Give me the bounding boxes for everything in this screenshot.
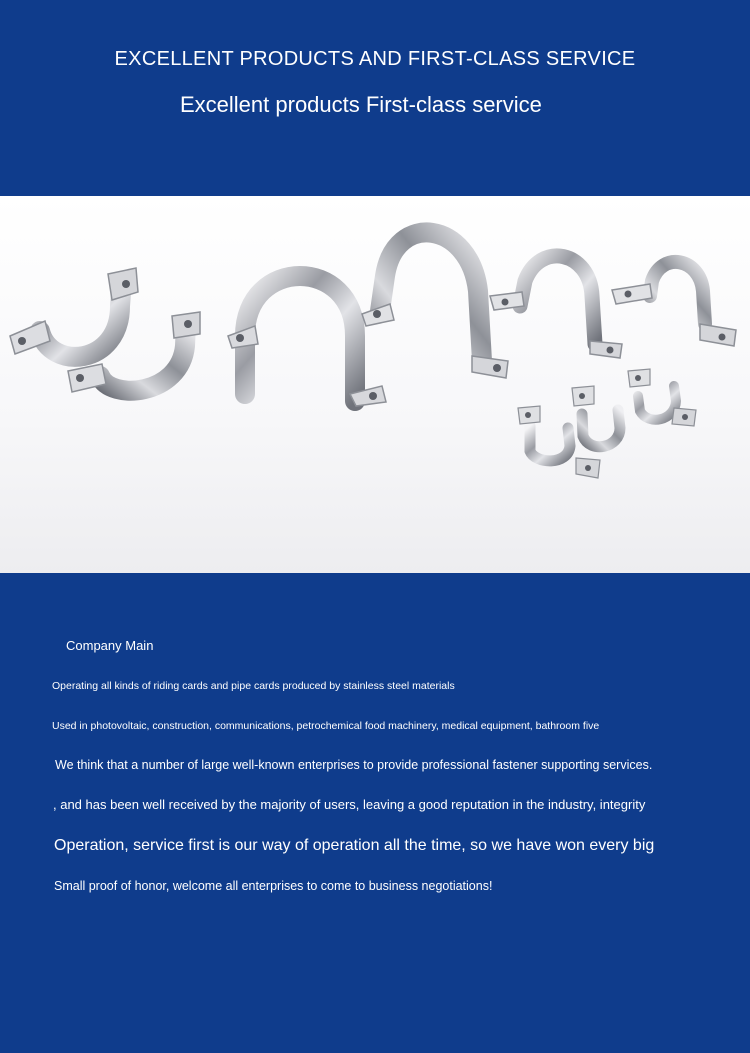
company-line-5: Operation, service first is our way of operation all the time, so we have won every big — [54, 837, 655, 854]
header-banner — [0, 0, 750, 196]
product-photo — [0, 196, 750, 573]
pipe-clamp-small-3 — [628, 369, 696, 426]
pipe-clamp-large-1 — [228, 276, 386, 406]
page-title: EXCELLENT PRODUCTS AND FIRST-CLASS SERVICE — [114, 48, 636, 70]
pipe-clamp-medium-2 — [612, 262, 736, 346]
pipe-clamp-left-1 — [10, 268, 138, 357]
pipe-clamp-small-2 — [572, 386, 620, 478]
company-section — [0, 573, 750, 1053]
pipe-clamp-medium-1 — [490, 256, 622, 358]
pipe-clamp-large-2 — [362, 232, 508, 378]
company-line-1: Operating all kinds of riding cards and pipe cards produced by stainless steel materials — [52, 680, 455, 692]
page-subtitle: Excellent products First-class service — [180, 92, 542, 117]
company-heading: Company Main — [66, 638, 154, 653]
company-line-3: We think that a number of large well-known enterprises to provide professional fastener supporting services. — [55, 758, 653, 772]
pipe-clamp-small-1 — [518, 406, 570, 461]
company-line-6: Small proof of honor, welcome all enterprises to come to business negotiations! — [54, 879, 493, 893]
company-line-2: Used in photovoltaic, construction, communications, petrochemical food machinery, medical equipment, bathroom five — [52, 720, 600, 732]
company-line-4: , and has been well received by the majority of users, leaving a good reputation in the industry, integrity — [53, 797, 646, 812]
